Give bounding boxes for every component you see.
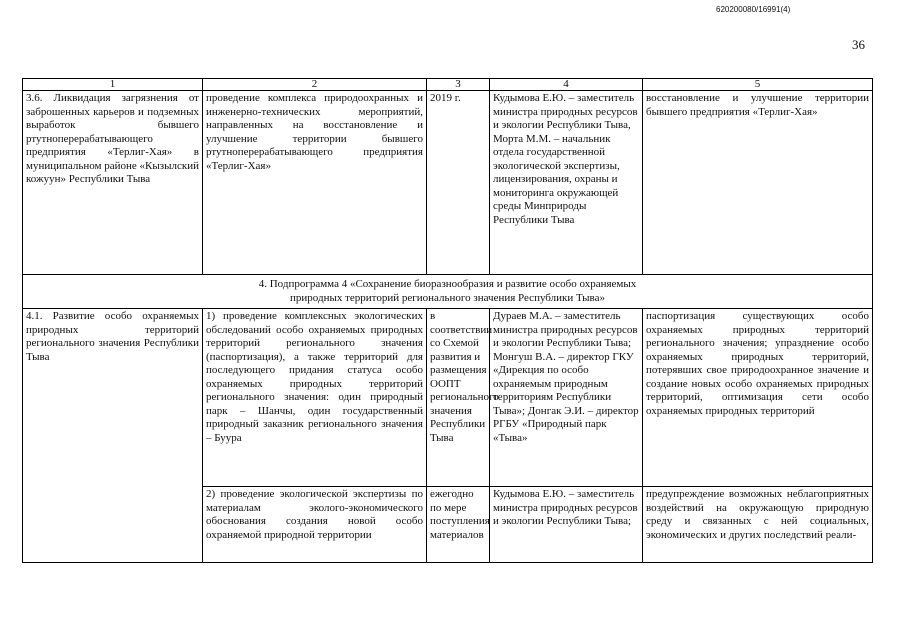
- page-number: 36: [852, 37, 865, 52]
- responsible-cell: Кудымова Е.Ю. – заместитель министра природных ресурсов и экологии Республики Тыва;: [490, 487, 643, 563]
- responsible-cell: Кудымова Е.Ю. – заместитель министра природных ресурсов и экологии Республики Тыва, Морта М.М. – начальник отдела государственной экологической экспертизы, лицензирования, охраны и мониторинга окружающей среды Минприроды Республики Тыва: [490, 91, 643, 275]
- header-cell-5: 5: [643, 79, 873, 91]
- header-cell-2: 2: [203, 79, 427, 91]
- table-row-3-6: [23, 91, 873, 275]
- header-cell-3: 3: [427, 79, 490, 91]
- subprogram-4-heading: [23, 275, 873, 309]
- responsible-cell: Дураев М.А. – заместитель министра природных ресурсов и экологии Республики Тыва; Монгуш В.А. – директор ГКУ «Дирекция по особо охраняемым природным территориям Республики Тыва»; Донгак Э.И. – директор РГБУ «Природный парк «Тыва»: [490, 309, 643, 487]
- measure-title-cell: 3.6. Ликвидация загрязнения от заброшенных карьеров и подземных выработок бывшего ртутноперерабатывающего предприятия «Терлиг-Хая» в муниципальном районе «Кызылский кожуун» Республики Тыва: [23, 91, 203, 275]
- header-cell-1: 1: [23, 79, 203, 91]
- activity-cell: 1) проведение комплексных экологических обследований особо охраняемых природных территорий регионального значения (паспортизация), а также территорий для последующего придания статуса особо охраняемых природных территорий регионального значения: один природный парк – Шанчы, один государственный природный заказник регионального значения – Буура: [203, 309, 427, 487]
- table-row-4-1-a: [23, 309, 873, 487]
- subprogram-heading-line-2: природных территорий регионального значения Республики Тыва»: [290, 291, 605, 304]
- section-row: [23, 275, 873, 309]
- deadline-cell: в соответствии со Схемой развития и размещения ООПТ регионального значения Республики Тыва: [427, 309, 490, 487]
- subprogram-heading-line-1: 4. Подпрограмма 4 «Сохранение биоразнообразия и развитие особо охраняемых: [258, 278, 637, 290]
- result-cell: восстановление и улучшение территории бывшего предприятия «Терлиг-Хая»: [643, 91, 873, 275]
- document-code: 620200080/16991(4): [716, 5, 791, 14]
- header-cell-4: 4: [490, 79, 643, 91]
- activity-cell: 2) проведение экологической экспертизы по материалам эколого-экономического обоснования создания новой особо охраняемой природной территории: [203, 487, 427, 563]
- result-cell: предупреждение возможных неблагоприятных воздействий на окружающую природную среду и связанных с ней социальных, экономических и других последствий реали-: [643, 487, 873, 563]
- deadline-cell: ежегодно по мере поступления материалов: [427, 487, 490, 563]
- result-cell: паспортизация существующих особо охраняемых природных территорий регионального значения; упразднение особо охраняемых природных территорий, потерявших свое природоохранное значение и создание новых особо охраняемых природных территорий, оптимизация сети особо охраняемых природных территорий: [643, 309, 873, 487]
- activity-cell: проведение комплекса природоохранных и инженерно-технических мероприятий, направленных на восстановление и улучшение территории бывшего ртутноперерабатывающего предприятия «Терлиг-Хая»: [203, 91, 427, 275]
- measures-table: [22, 78, 873, 563]
- deadline-cell: 2019 г.: [427, 91, 490, 275]
- measure-title-cell: 4.1. Развитие особо охраняемых природных территорий регионального значения Республики Тыва: [23, 309, 203, 563]
- table-header-row: [23, 79, 873, 91]
